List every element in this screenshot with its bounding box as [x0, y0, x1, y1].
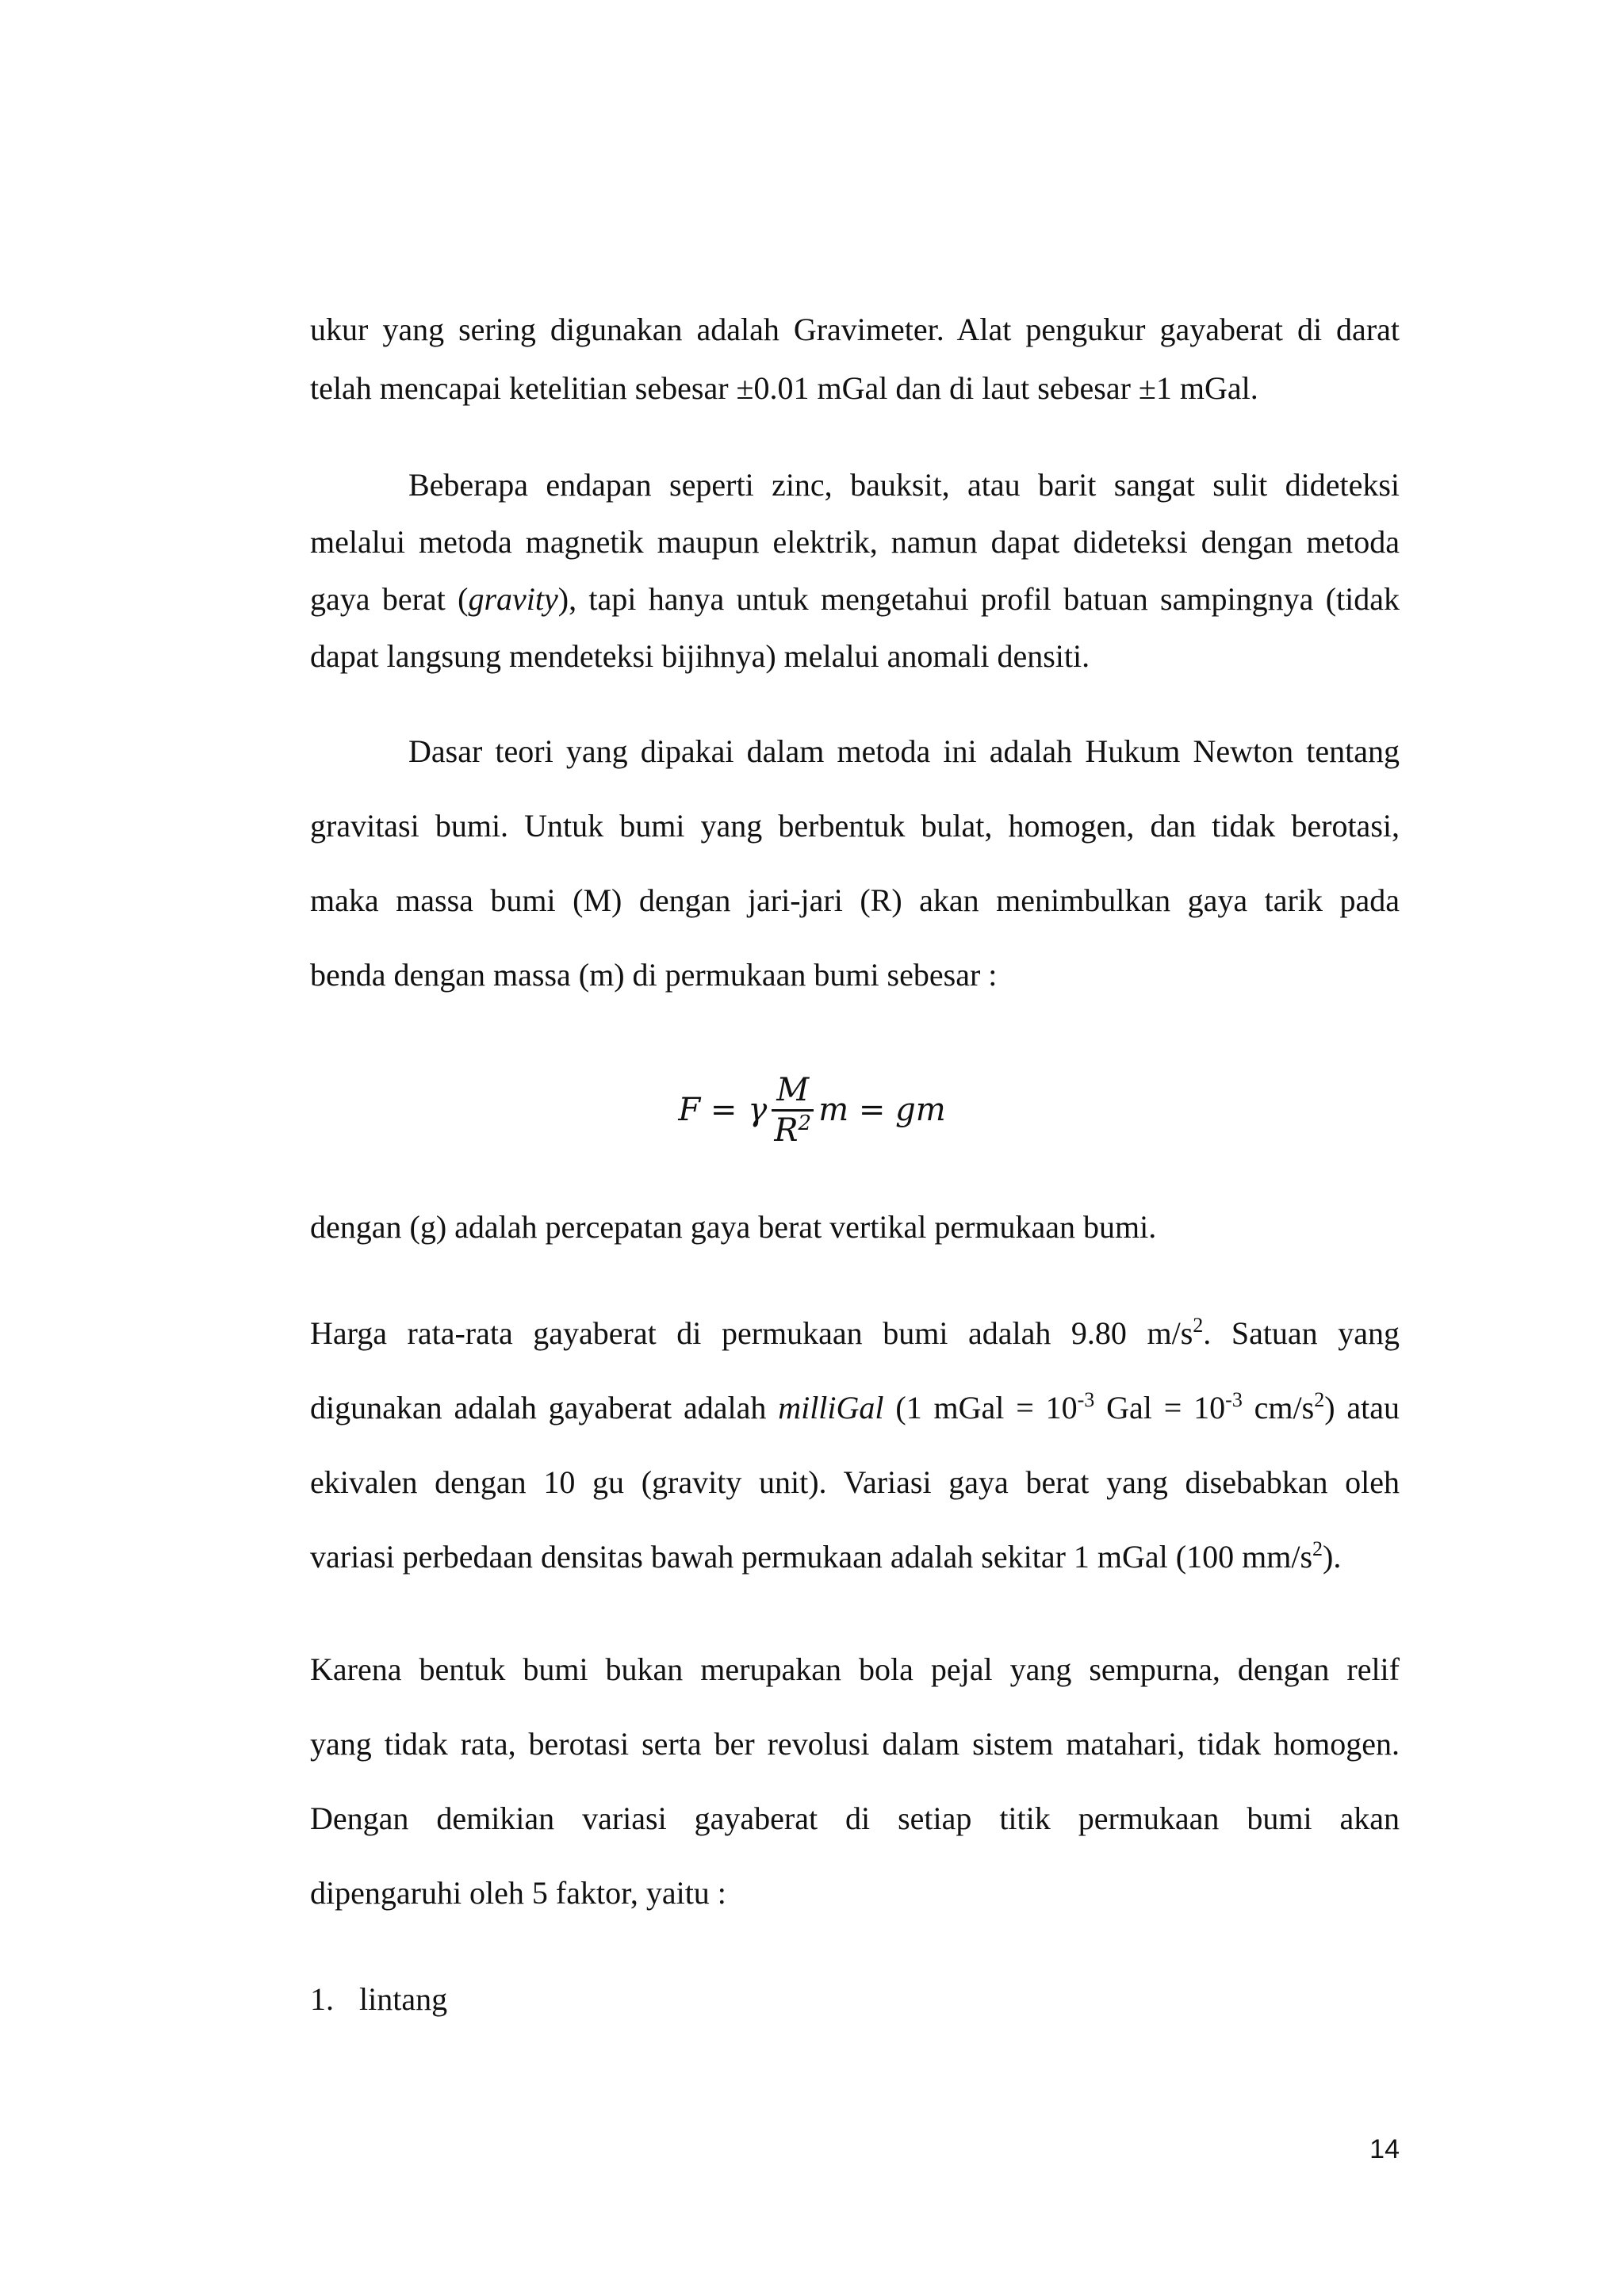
paragraph-5-line-2	[310, 1389, 1400, 1427]
superscript: -3	[1225, 1388, 1243, 1411]
text-run: gaya berat (	[310, 581, 469, 617]
paragraph-3-line-3: maka massa bumi (M) dengan jari-jari (R) akan menimbulkan gaya tarik pada	[310, 882, 1400, 918]
text-run: ), tapi hanya untuk mengetahui profil batuan sampingnya (tidak	[557, 581, 1400, 617]
denominator-base: R	[774, 1112, 799, 1149]
paragraph-1-line-1: ukur yang sering digunakan adalah Gravimeter. Alat pengukur gayaberat di darat	[310, 312, 1400, 347]
text-run: (1 mGal = 10	[883, 1390, 1078, 1425]
gravity-equation	[0, 1062, 1624, 1158]
paragraph-1-line-2: telah mencapai ketelitian sebesar ±0.01 mGal dan di laut sebesar ±1 mGal.	[310, 370, 1258, 406]
denominator-exponent: 2	[798, 1111, 812, 1135]
paragraph-2-line-3	[310, 580, 1400, 618]
paragraph-3-line-2: gravitasi bumi. Untuk bumi yang berbentuk bulat, homogen, dan tidak berotasi,	[310, 808, 1400, 844]
text-run: Harga rata-rata gayaberat di permukaan bumi adalah 9.80 m/s	[310, 1315, 1193, 1351]
paragraph-6-line-3: Dengan demikian variasi gayaberat di setiap titik permukaan bumi akan	[310, 1800, 1400, 1836]
equation-rhs: m = gm	[818, 1092, 946, 1128]
paragraph-3-line-4: benda dengan massa (m) di permukaan bumi sebesar :	[310, 957, 998, 993]
paragraph-5-line-4	[310, 1538, 1400, 1576]
equation-gamma: γ	[748, 1092, 768, 1128]
list-item	[310, 1980, 1400, 2019]
text-run: ) atau	[1324, 1390, 1400, 1425]
paragraph-3-line-1: Dasar teori yang dipakai dalam metoda ini adalah Hukum Newton tentang	[408, 733, 1400, 769]
list-item-number: 1.	[310, 1981, 334, 2017]
paragraph-4-line-1: dengan (g) adalah percepatan gaya berat vertikal permukaan bumi.	[310, 1209, 1157, 1245]
italic-term: gravity	[468, 581, 558, 617]
text-run: digunakan adalah gayaberat adalah	[310, 1390, 779, 1425]
paragraph-2-line-4: dapat langsung mendeteksi bijihnya) melalui anomali densiti.	[310, 638, 1090, 674]
superscript: -3	[1077, 1388, 1095, 1411]
paragraph-6-line-4: dipengaruhi oleh 5 faktor, yaitu :	[310, 1875, 726, 1911]
list-item-text: lintang	[359, 1981, 448, 2017]
superscript: 2	[1193, 1314, 1204, 1337]
text-run: variasi perbedaan densitas bawah permukaan adalah sekitar 1 mGal (100 mm/s	[310, 1539, 1313, 1575]
text-run: Gal = 10	[1094, 1390, 1226, 1425]
superscript: 2	[1312, 1537, 1323, 1560]
text-run: cm/s	[1242, 1390, 1315, 1425]
paragraph-2-line-2: melalui metoda magnetik maupun elektrik, namun dapat dideteksi dengan metoda	[310, 524, 1400, 560]
paragraph-5-line-3: ekivalen dengan 10 gu (gravity unit). Variasi gaya berat yang disebabkan oleh	[310, 1464, 1400, 1500]
fraction-denominator	[774, 1112, 811, 1150]
equation-fraction	[772, 1071, 814, 1150]
page-number: 14	[1369, 2134, 1400, 2164]
text-run: . Satuan yang	[1203, 1315, 1400, 1351]
superscript: 2	[1314, 1388, 1325, 1411]
paragraph-6-line-2: yang tidak rata, berotasi serta ber revolusi dalam sistem matahari, tidak homogen.	[310, 1726, 1400, 1762]
italic-term: milliGal	[778, 1390, 884, 1425]
paragraph-6-line-1: Karena bentuk bumi bukan merupakan bola pejal yang sempurna, dengan relif	[310, 1651, 1400, 1687]
paragraph-2-line-1: Beberapa endapan seperti zinc, bauksit, atau barit sangat sulit dideteksi	[408, 467, 1400, 503]
fraction-numerator: M	[772, 1071, 814, 1112]
text-run: ).	[1323, 1539, 1342, 1575]
equation-lhs: F =	[678, 1092, 737, 1128]
paragraph-5-line-1	[310, 1314, 1400, 1353]
